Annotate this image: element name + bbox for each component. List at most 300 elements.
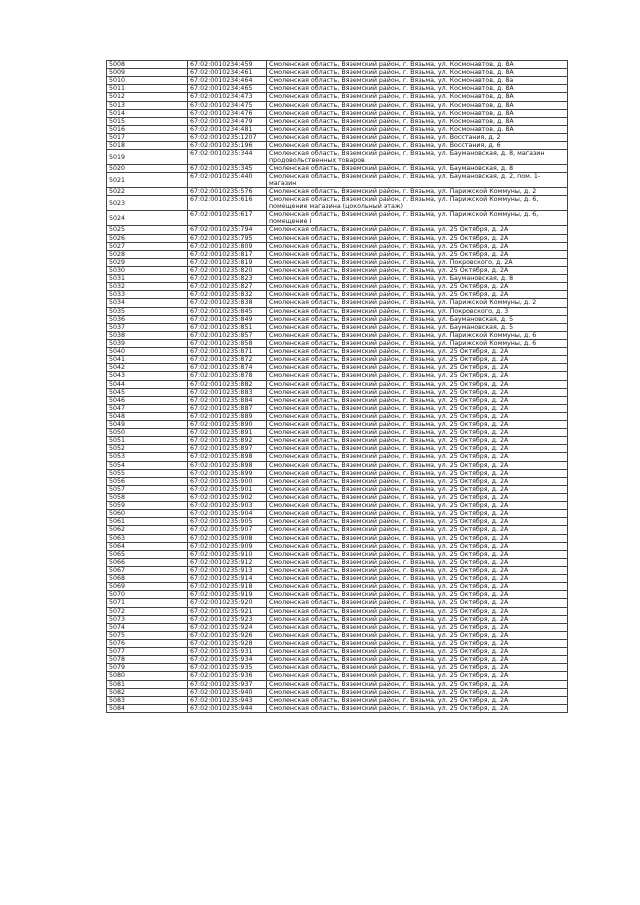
cadastral-number-cell: 67:02:0010235:838	[188, 299, 267, 307]
row-number-cell: 5072	[107, 607, 188, 615]
row-number-cell: 5029	[107, 258, 188, 266]
address-cell: Смоленская область, Вяземский район, г. Вязьма, ул. 25 Октября, д. 2А	[267, 477, 568, 485]
row-number-cell: 5074	[107, 623, 188, 631]
table-row	[107, 242, 568, 250]
row-number-cell: 5076	[107, 640, 188, 648]
table-row	[107, 380, 568, 388]
table-row	[107, 502, 568, 510]
address-cell: Смоленская область, Вяземский район, г. Вязьма, ул. Баумановская, д. 5	[267, 315, 568, 323]
address-cell: Смоленская область, Вяземский район, г. Вязьма, ул. 25 Октября, д. 2А	[267, 445, 568, 453]
address-cell: Смоленская область, Вяземский район, г. Вязьма, ул. 25 Октября, д. 2А	[267, 558, 568, 566]
row-number-cell: 5049	[107, 421, 188, 429]
row-number-cell: 5021	[107, 173, 188, 188]
row-number-cell: 5032	[107, 283, 188, 291]
table-row	[107, 518, 568, 526]
cadastral-number-cell: 67:02:0010235:887	[188, 404, 267, 412]
table-row	[107, 469, 568, 477]
address-cell: Смоленская область, Вяземский район, г. Вязьма, ул. Покровского, д. 2А	[267, 258, 568, 266]
cadastral-number-cell: 67:02:0010234:475	[188, 101, 267, 109]
cadastral-number-cell: 67:02:0010235:912	[188, 558, 267, 566]
row-number-cell: 5078	[107, 656, 188, 664]
cadastral-number-cell: 67:02:0010235:883	[188, 388, 267, 396]
table-row	[107, 339, 568, 347]
address-cell: Смоленская область, Вяземский район, г. Вязьма, ул. 25 Октября, д. 2А	[267, 680, 568, 688]
row-number-cell: 5011	[107, 85, 188, 93]
address-cell: Смоленская область, Вяземский район, г. Вязьма, ул. Парижской Коммуны, д. 2	[267, 299, 568, 307]
cadastral-number-cell: 67:02:0010235:892	[188, 437, 267, 445]
address-cell: Смоленская область, Вяземский район, г. Вязьма, ул. Восстания, д. 6	[267, 142, 568, 150]
address-cell: Смоленская область, Вяземский район, г. Вязьма, ул. Парижской Коммуны, д. 6, помещение I	[267, 211, 568, 226]
table-row	[107, 101, 568, 109]
address-cell: Смоленская область, Вяземский район, г. Вязьма, ул. 25 Октября, д. 2А	[267, 412, 568, 420]
table-row	[107, 211, 568, 226]
row-number-cell: 5043	[107, 372, 188, 380]
address-cell: Смоленская область, Вяземский район, г. Вязьма, ул. 25 Октября, д. 2А	[267, 242, 568, 250]
address-cell: Смоленская область, Вяземский район, г. Вязьма, ул. 25 Октября, д. 2А	[267, 664, 568, 672]
row-number-cell: 5033	[107, 291, 188, 299]
cadastral-number-cell: 67:02:0010235:823	[188, 275, 267, 283]
cadastral-number-cell: 67:02:0010235:937	[188, 680, 267, 688]
cadastral-number-cell: 67:02:0010234:461	[188, 69, 267, 77]
table-row	[107, 542, 568, 550]
row-number-cell: 5042	[107, 364, 188, 372]
address-cell: Смоленская область, Вяземский район, г. Вязьма, ул. 25 Октября, д. 2А	[267, 688, 568, 696]
cadastral-number-cell: 67:02:0010235:858	[188, 339, 267, 347]
table-row	[107, 696, 568, 704]
table-row	[107, 510, 568, 518]
table-row	[107, 567, 568, 575]
row-number-cell: 5077	[107, 648, 188, 656]
table-row	[107, 125, 568, 133]
table-row	[107, 550, 568, 558]
address-cell: Смоленская область, Вяземский район, г. Вязьма, ул. Баумановская, д. 5	[267, 323, 568, 331]
table-row	[107, 196, 568, 211]
address-cell: Смоленская область, Вяземский район, г. Вязьма, ул. 25 Октября, д. 2А	[267, 599, 568, 607]
table-row	[107, 429, 568, 437]
address-cell: Смоленская область, Вяземский район, г. Вязьма, ул. 25 Октября, д. 2А	[267, 623, 568, 631]
row-number-cell: 5022	[107, 188, 188, 196]
table-row	[107, 704, 568, 712]
table-row	[107, 494, 568, 502]
table-row	[107, 234, 568, 242]
address-cell: Смоленская область, Вяземский район, г. Вязьма, ул. 25 Октября, д. 2А	[267, 356, 568, 364]
row-number-cell: 5017	[107, 133, 188, 141]
address-cell: Смоленская область, Вяземский район, г. Вязьма, ул. 25 Октября, д. 2А	[267, 607, 568, 615]
address-cell: Смоленская область, Вяземский район, г. Вязьма, ул. Космонавтов, д. 8А	[267, 61, 568, 69]
table-row	[107, 623, 568, 631]
cadastral-number-cell: 67:02:0010235:926	[188, 631, 267, 639]
table-row	[107, 558, 568, 566]
row-number-cell: 5013	[107, 101, 188, 109]
cadastral-number-cell: 67:02:0010235:820	[188, 266, 267, 274]
row-number-cell: 5070	[107, 591, 188, 599]
cadastral-number-cell: 67:02:0010235:884	[188, 396, 267, 404]
address-cell: Смоленская область, Вяземский район, г. Вязьма, ул. Космонавтов, д. 8А	[267, 109, 568, 117]
row-number-cell: 5047	[107, 404, 188, 412]
row-number-cell: 5035	[107, 307, 188, 315]
cadastral-number-cell: 67:02:0010235:920	[188, 599, 267, 607]
table-row	[107, 388, 568, 396]
cadastral-number-cell: 67:02:0010235:795	[188, 234, 267, 242]
table-row	[107, 672, 568, 680]
table-row	[107, 142, 568, 150]
cadastral-number-cell: 67:02:0010235:616	[188, 196, 267, 211]
address-cell: Смоленская область, Вяземский район, г. Вязьма, ул. 25 Октября, д. 2А	[267, 380, 568, 388]
row-number-cell: 5014	[107, 109, 188, 117]
cadastral-number-cell: 67:02:0010235:923	[188, 615, 267, 623]
row-number-cell: 5059	[107, 502, 188, 510]
address-cell: Смоленская область, Вяземский район, г. Вязьма, ул. 25 Октября, д. 2А	[267, 502, 568, 510]
cadastral-number-cell: 67:02:0010235:890	[188, 421, 267, 429]
address-cell: Смоленская область, Вяземский район, г. Вязьма, ул. 25 Октября, д. 2А	[267, 656, 568, 664]
address-cell: Смоленская область, Вяземский район, г. Вязьма, ул. 25 Октября, д. 2А	[267, 283, 568, 291]
row-number-cell: 5073	[107, 615, 188, 623]
cadastral-number-cell: 67:02:0010235:914	[188, 575, 267, 583]
address-cell: Смоленская область, Вяземский район, г. Вязьма, ул. 25 Октября, д. 2А	[267, 250, 568, 258]
row-number-cell: 5060	[107, 510, 188, 518]
table-row	[107, 575, 568, 583]
address-cell: Смоленская область, Вяземский район, г. Вязьма, ул. 25 Октября, д. 2А	[267, 696, 568, 704]
row-number-cell: 5071	[107, 599, 188, 607]
cadastral-number-cell: 67:02:0010235:878	[188, 372, 267, 380]
table-row	[107, 323, 568, 331]
address-cell: Смоленская область, Вяземский район, г. Вязьма, ул. Баумановская, д. 2, пом. 1-магазин	[267, 173, 568, 188]
table-row	[107, 226, 568, 234]
table-row	[107, 258, 568, 266]
address-cell: Смоленская область, Вяземский район, г. Вязьма, ул. 25 Октября, д. 2А	[267, 672, 568, 680]
cadastral-number-cell: 67:02:0010235:344	[188, 150, 267, 165]
row-number-cell: 5050	[107, 429, 188, 437]
table-row	[107, 412, 568, 420]
table-row	[107, 109, 568, 117]
table-row	[107, 421, 568, 429]
row-number-cell: 5023	[107, 196, 188, 211]
row-number-cell: 5083	[107, 696, 188, 704]
address-cell: Смоленская область, Вяземский район, г. Вязьма, ул. 25 Октября, д. 2А	[267, 421, 568, 429]
address-cell: Смоленская область, Вяземский район, г. Вязьма, ул. 25 Октября, д. 2А	[267, 575, 568, 583]
table-row	[107, 640, 568, 648]
cadastral-number-cell: 67:02:0010235:874	[188, 364, 267, 372]
cadastral-number-cell: 67:02:0010235:832	[188, 291, 267, 299]
address-cell: Смоленская область, Вяземский район, г. Вязьма, ул. 25 Октября, д. 2А	[267, 234, 568, 242]
table-row	[107, 356, 568, 364]
cadastral-number-cell: 67:02:0010235:1207	[188, 133, 267, 141]
row-number-cell: 5058	[107, 494, 188, 502]
table-row	[107, 664, 568, 672]
address-cell: Смоленская область, Вяземский район, г. Вязьма, ул. 25 Октября, д. 2А	[267, 226, 568, 234]
cadastral-number-cell: 67:02:0010235:819	[188, 258, 267, 266]
table-row	[107, 445, 568, 453]
cadastral-number-cell: 67:02:0010235:845	[188, 307, 267, 315]
row-number-cell: 5064	[107, 542, 188, 550]
row-number-cell: 5057	[107, 485, 188, 493]
cadastral-number-cell: 67:02:0010234:481	[188, 125, 267, 133]
cadastral-number-cell: 67:02:0010235:909	[188, 542, 267, 550]
table-row	[107, 331, 568, 339]
row-number-cell: 5027	[107, 242, 188, 250]
cadastral-number-cell: 67:02:0010235:919	[188, 591, 267, 599]
table-row	[107, 69, 568, 77]
cadastral-number-cell: 67:02:0010235:857	[188, 331, 267, 339]
address-cell: Смоленская область, Вяземский район, г. Вязьма, ул. 25 Октября, д. 2А	[267, 437, 568, 445]
cadastral-number-cell: 67:02:0010235:872	[188, 356, 267, 364]
objects-table-body	[107, 61, 568, 713]
cadastral-number-cell: 67:02:0010234:459	[188, 61, 267, 69]
table-row	[107, 165, 568, 173]
table-row	[107, 299, 568, 307]
address-cell: Смоленская область, Вяземский район, г. Вязьма, ул. 25 Октября, д. 2А	[267, 567, 568, 575]
row-number-cell: 5055	[107, 469, 188, 477]
cadastral-number-cell: 67:02:0010235:904	[188, 510, 267, 518]
table-row	[107, 615, 568, 623]
row-number-cell: 5082	[107, 688, 188, 696]
cadastral-number-cell: 67:02:0010235:921	[188, 607, 267, 615]
cadastral-number-cell: 67:02:0010235:936	[188, 672, 267, 680]
row-number-cell: 5061	[107, 518, 188, 526]
cadastral-number-cell: 67:02:0010235:924	[188, 623, 267, 631]
row-number-cell: 5015	[107, 117, 188, 125]
cadastral-number-cell: 67:02:0010235:905	[188, 518, 267, 526]
row-number-cell: 5056	[107, 477, 188, 485]
cadastral-number-cell: 67:02:0010235:827	[188, 283, 267, 291]
table-row	[107, 607, 568, 615]
table-row	[107, 266, 568, 274]
address-cell: Смоленская область, Вяземский район, г. Вязьма, ул. 25 Октября, д. 2А	[267, 429, 568, 437]
cadastral-number-cell: 67:02:0010235:940	[188, 688, 267, 696]
table-row	[107, 85, 568, 93]
row-number-cell: 5068	[107, 575, 188, 583]
address-cell: Смоленская область, Вяземский район, г. Вязьма, ул. Космонавтов, д. 8А	[267, 101, 568, 109]
row-number-cell: 5069	[107, 583, 188, 591]
row-number-cell: 5063	[107, 534, 188, 542]
cadastral-number-cell: 67:02:0010235:891	[188, 429, 267, 437]
row-number-cell: 5066	[107, 558, 188, 566]
address-cell: Смоленская область, Вяземский район, г. Вязьма, ул. 25 Октября, д. 2А	[267, 266, 568, 274]
address-cell: Смоленская область, Вяземский район, г. Вязьма, ул. 25 Октября, д. 2А	[267, 534, 568, 542]
address-cell: Смоленская область, Вяземский район, г. Вязьма, ул. Баумановская, д. 8, магазин продовольственных товаров	[267, 150, 568, 165]
cadastral-number-cell: 67:02:0010235:901	[188, 485, 267, 493]
cadastral-number-cell: 67:02:0010235:897	[188, 445, 267, 453]
row-number-cell: 5030	[107, 266, 188, 274]
table-row	[107, 275, 568, 283]
address-cell: Смоленская область, Вяземский район, г. Вязьма, ул. 25 Октября, д. 2А	[267, 518, 568, 526]
table-row	[107, 437, 568, 445]
cadastral-number-cell: 67:02:0010235:910	[188, 550, 267, 558]
address-cell: Смоленская область, Вяземский район, г. Вязьма, ул. 25 Октября, д. 2А	[267, 453, 568, 461]
row-number-cell: 5016	[107, 125, 188, 133]
address-cell: Смоленская область, Вяземский район, г. Вязьма, ул. 25 Октября, д. 2А	[267, 291, 568, 299]
table-row	[107, 173, 568, 188]
address-cell: Смоленская область, Вяземский район, г. Вязьма, ул. 25 Октября, д. 2А	[267, 640, 568, 648]
cadastral-number-cell: 67:02:0010235:809	[188, 242, 267, 250]
table-row	[107, 188, 568, 196]
cadastral-number-cell: 67:02:0010235:871	[188, 348, 267, 356]
address-cell: Смоленская область, Вяземский район, г. Вязьма, ул. Космонавтов, д. 8А	[267, 93, 568, 101]
table-row	[107, 526, 568, 534]
cadastral-number-cell: 67:02:0010235:907	[188, 526, 267, 534]
address-cell: Смоленская область, Вяземский район, г. Вязьма, ул. Космонавтов, д. 8а	[267, 77, 568, 85]
address-cell: Смоленская область, Вяземский район, г. Вязьма, ул. 25 Октября, д. 2А	[267, 542, 568, 550]
cadastral-number-cell: 67:02:0010235:908	[188, 534, 267, 542]
cadastral-number-cell: 67:02:0010235:902	[188, 494, 267, 502]
row-number-cell: 5019	[107, 150, 188, 165]
row-number-cell: 5045	[107, 388, 188, 396]
cadastral-number-cell: 67:02:0010234:465	[188, 85, 267, 93]
cadastral-number-cell: 67:02:0010235:898	[188, 461, 267, 469]
address-cell: Смоленская область, Вяземский район, г. Вязьма, ул. Парижской Коммуны, д. 6	[267, 339, 568, 347]
address-cell: Смоленская область, Вяземский район, г. Вязьма, ул. 25 Октября, д. 2А	[267, 364, 568, 372]
address-cell: Смоленская область, Вяземский район, г. Вязьма, ул. Космонавтов, д. 8А	[267, 117, 568, 125]
address-cell: Смоленская область, Вяземский район, г. Вязьма, ул. 25 Октября, д. 2А	[267, 631, 568, 639]
row-number-cell: 5048	[107, 412, 188, 420]
table-row	[107, 283, 568, 291]
row-number-cell: 5046	[107, 396, 188, 404]
cadastral-number-cell: 67:02:0010235:851	[188, 323, 267, 331]
table-row	[107, 534, 568, 542]
row-number-cell: 5020	[107, 165, 188, 173]
address-cell: Смоленская область, Вяземский район, г. Вязьма, ул. 25 Октября, д. 2А	[267, 704, 568, 712]
row-number-cell: 5031	[107, 275, 188, 283]
table-row	[107, 648, 568, 656]
address-cell: Смоленская область, Вяземский район, г. Вязьма, ул. 25 Октября, д. 2А	[267, 461, 568, 469]
row-number-cell: 5065	[107, 550, 188, 558]
table-row	[107, 396, 568, 404]
row-number-cell: 5024	[107, 211, 188, 226]
cadastral-number-cell: 67:02:0010234:476	[188, 109, 267, 117]
table-row	[107, 93, 568, 101]
document-page	[106, 60, 552, 713]
row-number-cell: 5034	[107, 299, 188, 307]
row-number-cell: 5018	[107, 142, 188, 150]
address-cell: Смоленская область, Вяземский район, г. Вязьма, ул. 25 Октября, д. 2А	[267, 372, 568, 380]
address-cell: Смоленская область, Вяземский район, г. Вязьма, ул. 25 Октября, д. 2А	[267, 348, 568, 356]
cadastral-number-cell: 67:02:0010235:899	[188, 469, 267, 477]
table-row	[107, 477, 568, 485]
cadastral-number-cell: 67:02:0010235:928	[188, 640, 267, 648]
table-row	[107, 656, 568, 664]
row-number-cell: 5062	[107, 526, 188, 534]
table-row	[107, 631, 568, 639]
table-row	[107, 453, 568, 461]
address-cell: Смоленская область, Вяземский район, г. Вязьма, ул. 25 Октября, д. 2А	[267, 388, 568, 396]
row-number-cell: 5026	[107, 234, 188, 242]
cadastral-number-cell: 67:02:0010234:479	[188, 117, 267, 125]
cadastral-number-cell: 67:02:0010235:943	[188, 696, 267, 704]
objects-table	[106, 60, 568, 713]
address-cell: Смоленская область, Вяземский район, г. Вязьма, ул. 25 Октября, д. 2А	[267, 591, 568, 599]
cadastral-number-cell: 67:02:0010235:817	[188, 250, 267, 258]
row-number-cell: 5012	[107, 93, 188, 101]
table-row	[107, 61, 568, 69]
row-number-cell: 5081	[107, 680, 188, 688]
address-cell: Смоленская область, Вяземский район, г. Вязьма, ул. Парижской Коммуны, д. 6, помещение магазина (цокольный этаж)	[267, 196, 568, 211]
address-cell: Смоленская область, Вяземский район, г. Вязьма, ул. 25 Октября, д. 2А	[267, 404, 568, 412]
table-row	[107, 404, 568, 412]
cadastral-number-cell: 67:02:0010235:196	[188, 142, 267, 150]
table-row	[107, 599, 568, 607]
address-cell: Смоленская область, Вяземский район, г. Вязьма, ул. 25 Октября, д. 2А	[267, 469, 568, 477]
table-row	[107, 688, 568, 696]
table-row	[107, 591, 568, 599]
table-row	[107, 133, 568, 141]
row-number-cell: 5009	[107, 69, 188, 77]
cadastral-number-cell: 67:02:0010235:576	[188, 188, 267, 196]
table-row	[107, 307, 568, 315]
address-cell: Смоленская область, Вяземский район, г. Вязьма, ул. 25 Октября, д. 2А	[267, 550, 568, 558]
row-number-cell: 5075	[107, 631, 188, 639]
cadastral-number-cell: 67:02:0010235:944	[188, 704, 267, 712]
row-number-cell: 5038	[107, 331, 188, 339]
table-row	[107, 291, 568, 299]
address-cell: Смоленская область, Вяземский район, г. Вязьма, ул. 25 Октября, д. 2А	[267, 396, 568, 404]
address-cell: Смоленская область, Вяземский район, г. Вязьма, ул. Баумановская, д. 8	[267, 165, 568, 173]
row-number-cell: 5025	[107, 226, 188, 234]
cadastral-number-cell: 67:02:0010235:900	[188, 477, 267, 485]
cadastral-number-cell: 67:02:0010235:889	[188, 412, 267, 420]
row-number-cell: 5052	[107, 445, 188, 453]
row-number-cell: 5079	[107, 664, 188, 672]
address-cell: Смоленская область, Вяземский район, г. Вязьма, ул. Восстания, д. 2	[267, 133, 568, 141]
cadastral-number-cell: 67:02:0010235:440	[188, 173, 267, 188]
table-row	[107, 485, 568, 493]
address-cell: Смоленская область, Вяземский район, г. Вязьма, ул. Баумановская, д. 8	[267, 275, 568, 283]
row-number-cell: 5040	[107, 348, 188, 356]
row-number-cell: 5054	[107, 461, 188, 469]
cadastral-number-cell: 67:02:0010235:882	[188, 380, 267, 388]
table-row	[107, 680, 568, 688]
row-number-cell: 5041	[107, 356, 188, 364]
address-cell: Смоленская область, Вяземский район, г. Вязьма, ул. Космонавтов, д. 8А	[267, 85, 568, 93]
address-cell: Смоленская область, Вяземский район, г. Вязьма, ул. Покровского, д. 3	[267, 307, 568, 315]
table-row	[107, 150, 568, 165]
cadastral-number-cell: 67:02:0010235:849	[188, 315, 267, 323]
cadastral-number-cell: 67:02:0010235:794	[188, 226, 267, 234]
row-number-cell: 5037	[107, 323, 188, 331]
address-cell: Смоленская область, Вяземский район, г. Вязьма, ул. Космонавтов, д. 8А	[267, 125, 568, 133]
table-row	[107, 364, 568, 372]
row-number-cell: 5051	[107, 437, 188, 445]
table-row	[107, 250, 568, 258]
address-cell: Смоленская область, Вяземский район, г. Вязьма, ул. 25 Октября, д. 2А	[267, 615, 568, 623]
cadastral-number-cell: 67:02:0010235:898	[188, 453, 267, 461]
address-cell: Смоленская область, Вяземский район, г. Вязьма, ул. Парижской Коммуны, д. 6	[267, 331, 568, 339]
cadastral-number-cell: 67:02:0010235:913	[188, 567, 267, 575]
address-cell: Смоленская область, Вяземский район, г. Вязьма, ул. 25 Октября, д. 2А	[267, 485, 568, 493]
table-row	[107, 315, 568, 323]
table-row	[107, 117, 568, 125]
address-cell: Смоленская область, Вяземский район, г. Вязьма, ул. Космонавтов, д. 8А	[267, 69, 568, 77]
row-number-cell: 5044	[107, 380, 188, 388]
cadastral-number-cell: 67:02:0010235:918	[188, 583, 267, 591]
address-cell: Смоленская область, Вяземский район, г. Вязьма, ул. Парижской Коммуны, д. 2	[267, 188, 568, 196]
row-number-cell: 5084	[107, 704, 188, 712]
cadastral-number-cell: 67:02:0010235:345	[188, 165, 267, 173]
address-cell: Смоленская область, Вяземский район, г. Вязьма, ул. 25 Октября, д. 2А	[267, 648, 568, 656]
table-row	[107, 583, 568, 591]
row-number-cell: 5008	[107, 61, 188, 69]
cadastral-number-cell: 67:02:0010235:934	[188, 656, 267, 664]
cadastral-number-cell: 67:02:0010234:473	[188, 93, 267, 101]
row-number-cell: 5080	[107, 672, 188, 680]
address-cell: Смоленская область, Вяземский район, г. Вязьма, ул. 25 Октября, д. 2А	[267, 510, 568, 518]
cadastral-number-cell: 67:02:0010234:464	[188, 77, 267, 85]
cadastral-number-cell: 67:02:0010235:617	[188, 211, 267, 226]
row-number-cell: 5053	[107, 453, 188, 461]
address-cell: Смоленская область, Вяземский район, г. Вязьма, ул. 25 Октября, д. 2А	[267, 583, 568, 591]
cadastral-number-cell: 67:02:0010235:903	[188, 502, 267, 510]
table-row	[107, 77, 568, 85]
row-number-cell: 5010	[107, 77, 188, 85]
